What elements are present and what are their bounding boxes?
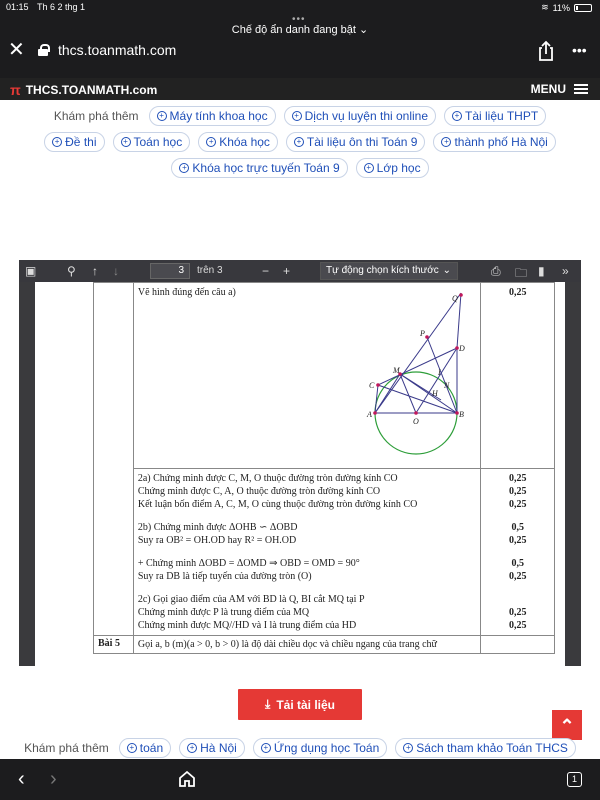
solution-line: Suy ra DB là tiếp tuyến của đường tròn (O): [137, 571, 312, 582]
search-icon: +: [206, 137, 216, 147]
search-icon: +: [364, 163, 374, 173]
chip-toan-hoc[interactable]: [113, 132, 191, 152]
chevron-up-icon: ⌃: [559, 716, 575, 736]
chip-ha-noi[interactable]: [179, 738, 245, 758]
chip-label: Khóa học: [219, 135, 270, 149]
pdf-viewport[interactable]: [19, 282, 581, 666]
chip-label: Đề thi: [65, 135, 97, 149]
score-value: 0,25: [508, 607, 527, 618]
pdf-toolbar: [19, 260, 581, 282]
score-value: 0,5: [511, 522, 524, 533]
score-value: 0,25: [508, 499, 527, 510]
chip-khoa-hoc-truc-tuyen[interactable]: [171, 158, 347, 178]
next-page-icon[interactable]: ↓: [113, 264, 119, 278]
score-value: 0,25: [508, 571, 527, 582]
chip-label: Hà Nội: [200, 741, 237, 755]
search-icon: +: [403, 743, 413, 753]
chip-de-thi[interactable]: [44, 132, 104, 152]
chevron-down-icon: ⌄: [359, 24, 369, 36]
search-icon: +: [294, 137, 304, 147]
figure-label: P: [419, 329, 425, 338]
site-header: [0, 78, 600, 100]
chip-thanh-pho-ha-noi[interactable]: [433, 132, 555, 152]
explore-label: Khám phá thêm: [53, 109, 139, 123]
menu-label: MENU: [530, 82, 566, 96]
table-row: [94, 636, 555, 654]
search-icon: +: [292, 111, 302, 121]
table-cell: [133, 283, 481, 469]
chip-ung-dung-hoc-toan[interactable]: [253, 738, 387, 758]
logo-pi-icon: π: [10, 82, 21, 98]
chip-label: Tài liệu ôn thi Toán 9: [306, 135, 418, 149]
chip-khoa-hoc[interactable]: [198, 132, 278, 152]
open-file-icon[interactable]: 🗀: [515, 266, 528, 280]
figure-label: D: [458, 344, 465, 353]
chip-label: Khóa học trực tuyến Toán 9: [192, 161, 340, 175]
lock-icon: [38, 44, 48, 56]
chip-tai-lieu-thpt[interactable]: [444, 106, 546, 126]
search-icon: +: [187, 743, 197, 753]
multitask-handle[interactable]: •••: [292, 14, 306, 25]
chip-may-tinh-khoa-hoc[interactable]: [149, 106, 276, 126]
zoom-in-icon[interactable]: +: [283, 264, 291, 278]
score-value: 0,25: [508, 287, 527, 298]
solution-line: Chứng minh được MQ//HD và I là trung điểm của HD: [137, 620, 357, 631]
hamburger-icon: [574, 84, 588, 94]
chip-toan[interactable]: [119, 738, 171, 758]
scroll-to-top-button[interactable]: [552, 710, 582, 740]
tools-chevron-icon[interactable]: »: [562, 264, 569, 278]
solution-line: 2b) Chứng minh được ΔOHB ∽ ΔOBD: [137, 522, 298, 533]
score-value: 0,25: [508, 473, 527, 484]
figure-label: N: [443, 381, 450, 390]
search-icon: +: [452, 111, 462, 121]
score-cell: [481, 283, 555, 469]
figure-label: A: [366, 410, 372, 419]
bookmark-icon[interactable]: ▮: [538, 264, 545, 278]
solution-line: Kết luận bốn điểm A, C, M, O cùng thuộc đường tròn đường kính CO: [137, 499, 418, 510]
battery-icon: [574, 4, 592, 12]
menu-button[interactable]: [531, 82, 588, 96]
problem-label: Bài 5: [94, 636, 134, 654]
chip-label: Toán học: [133, 135, 183, 149]
figure-label: H: [431, 389, 438, 398]
score-value: 0,25: [508, 486, 527, 497]
close-tab-button[interactable]: ✕: [8, 39, 25, 61]
chip-lop-hoc[interactable]: [356, 158, 429, 178]
score-value: 0,25: [508, 535, 527, 546]
download-label: Tải tài liệu: [276, 697, 335, 712]
search-icon: +: [179, 163, 189, 173]
chip-label: Lớp học: [376, 161, 421, 175]
chevron-down-icon: ⌄: [442, 265, 451, 276]
home-icon[interactable]: [178, 770, 196, 788]
browser-toolbar: [0, 14, 600, 78]
search-icon: +: [441, 137, 451, 147]
more-options-button[interactable]: •••: [572, 42, 587, 58]
score-cell: [481, 469, 555, 636]
pdf-page: [35, 282, 565, 672]
search-icon: +: [121, 137, 131, 147]
logo-text: THCS.TOANMATH.com: [25, 83, 158, 97]
chip-dich-vu-luyen-thi[interactable]: [284, 106, 436, 126]
geometry-figure: [324, 293, 464, 463]
sidebar-toggle-icon[interactable]: ▣: [25, 264, 37, 278]
browser-bottom-bar: [0, 759, 600, 800]
status-time: 01:15: [6, 2, 29, 12]
solution-line: Suy ra OB² = OH.OD hay R² = OH.OD: [137, 535, 297, 546]
status-indicators: [541, 2, 592, 13]
score-value: 0,25: [508, 620, 527, 631]
incognito-indicator[interactable]: [0, 23, 600, 36]
solution-line: Chứng minh được P là trung điểm của MQ: [137, 607, 310, 618]
page-count: trên 3: [197, 265, 223, 276]
figure-label: C: [368, 381, 375, 390]
figure-label: B: [458, 410, 464, 419]
forward-icon[interactable]: ›: [50, 768, 57, 790]
chip-label: Ứng dụng học Toán: [273, 741, 380, 755]
zoom-out-icon[interactable]: −: [262, 264, 270, 278]
print-icon[interactable]: ⎙: [491, 264, 501, 278]
solution-line: Vẽ hình đúng đến câu a): [137, 287, 236, 298]
chip-label: Dịch vụ luyện thi online: [304, 109, 429, 123]
problem-text: Gọi a, b (m)(a > 0, b > 0) là độ dài chiều dọc và chiều ngang của trang chữ: [133, 636, 481, 654]
search-icon: +: [261, 743, 271, 753]
table-cell: [94, 283, 134, 636]
search-icon: +: [52, 137, 62, 147]
score-cell: [481, 636, 555, 654]
battery-percent: 11%: [552, 2, 570, 13]
address-bar[interactable]: [38, 38, 176, 62]
solution-line: 2a) Chứng minh được C, M, O thuộc đường tròn đường kính CO: [137, 473, 398, 484]
solution-table: [93, 282, 555, 654]
status-date: Th 6 2 thg 1: [37, 2, 86, 12]
score-value: 0,5: [511, 558, 524, 569]
chip-label: thành phố Hà Nội: [454, 135, 548, 149]
figure-label: M: [392, 366, 400, 375]
tabs-button[interactable]: 1: [567, 772, 582, 787]
zoom-label: Tự động chọn kích thước: [326, 265, 439, 276]
status-bar: [0, 0, 600, 14]
chip-tai-lieu-on-thi[interactable]: [286, 132, 426, 152]
table-row: [94, 469, 555, 636]
share-button[interactable]: [536, 40, 556, 62]
solution-line: + Chứng minh ΔOBD = ΔOMD ⇒ OBD = OMD = 90°: [137, 558, 360, 569]
chip-label: Tài liệu THPT: [465, 109, 539, 123]
search-icon: +: [157, 111, 167, 121]
back-icon[interactable]: ‹: [18, 768, 25, 790]
zoom-select[interactable]: [320, 262, 458, 280]
chip-label: toán: [139, 741, 164, 755]
chip-label: Sách tham khảo Toán THCS: [416, 741, 568, 755]
explore-label: Khám phá thêm: [24, 741, 109, 755]
figure-label: O: [412, 417, 419, 426]
solution-line: Chứng minh được C, A, O thuộc đường tròn đường kính CO: [137, 486, 381, 497]
incognito-label: Chế độ ẩn danh đang bật: [231, 24, 356, 36]
site-logo[interactable]: [10, 82, 157, 98]
url-text: thcs.toanmath.com: [58, 42, 177, 58]
solution-line: 2c) Gọi giao điểm của AM với BD là Q, BI cắt MQ tại P: [137, 594, 365, 605]
search-icon: +: [127, 743, 137, 753]
wifi-icon: ≋: [541, 2, 549, 12]
download-button[interactable]: [238, 689, 362, 720]
chip-sach-tham-khao[interactable]: [395, 738, 576, 758]
table-row: [94, 283, 555, 469]
search-icon[interactable]: ⚲: [67, 264, 76, 278]
page-number-input[interactable]: 3: [150, 263, 190, 279]
table-cell: [133, 469, 481, 636]
figure-label: Q: [451, 294, 458, 303]
download-icon: ⤓: [265, 697, 271, 711]
figure-label: I: [437, 368, 441, 377]
previous-page-icon[interactable]: ↑: [92, 264, 98, 278]
chip-label: Máy tính khoa học: [169, 109, 268, 123]
